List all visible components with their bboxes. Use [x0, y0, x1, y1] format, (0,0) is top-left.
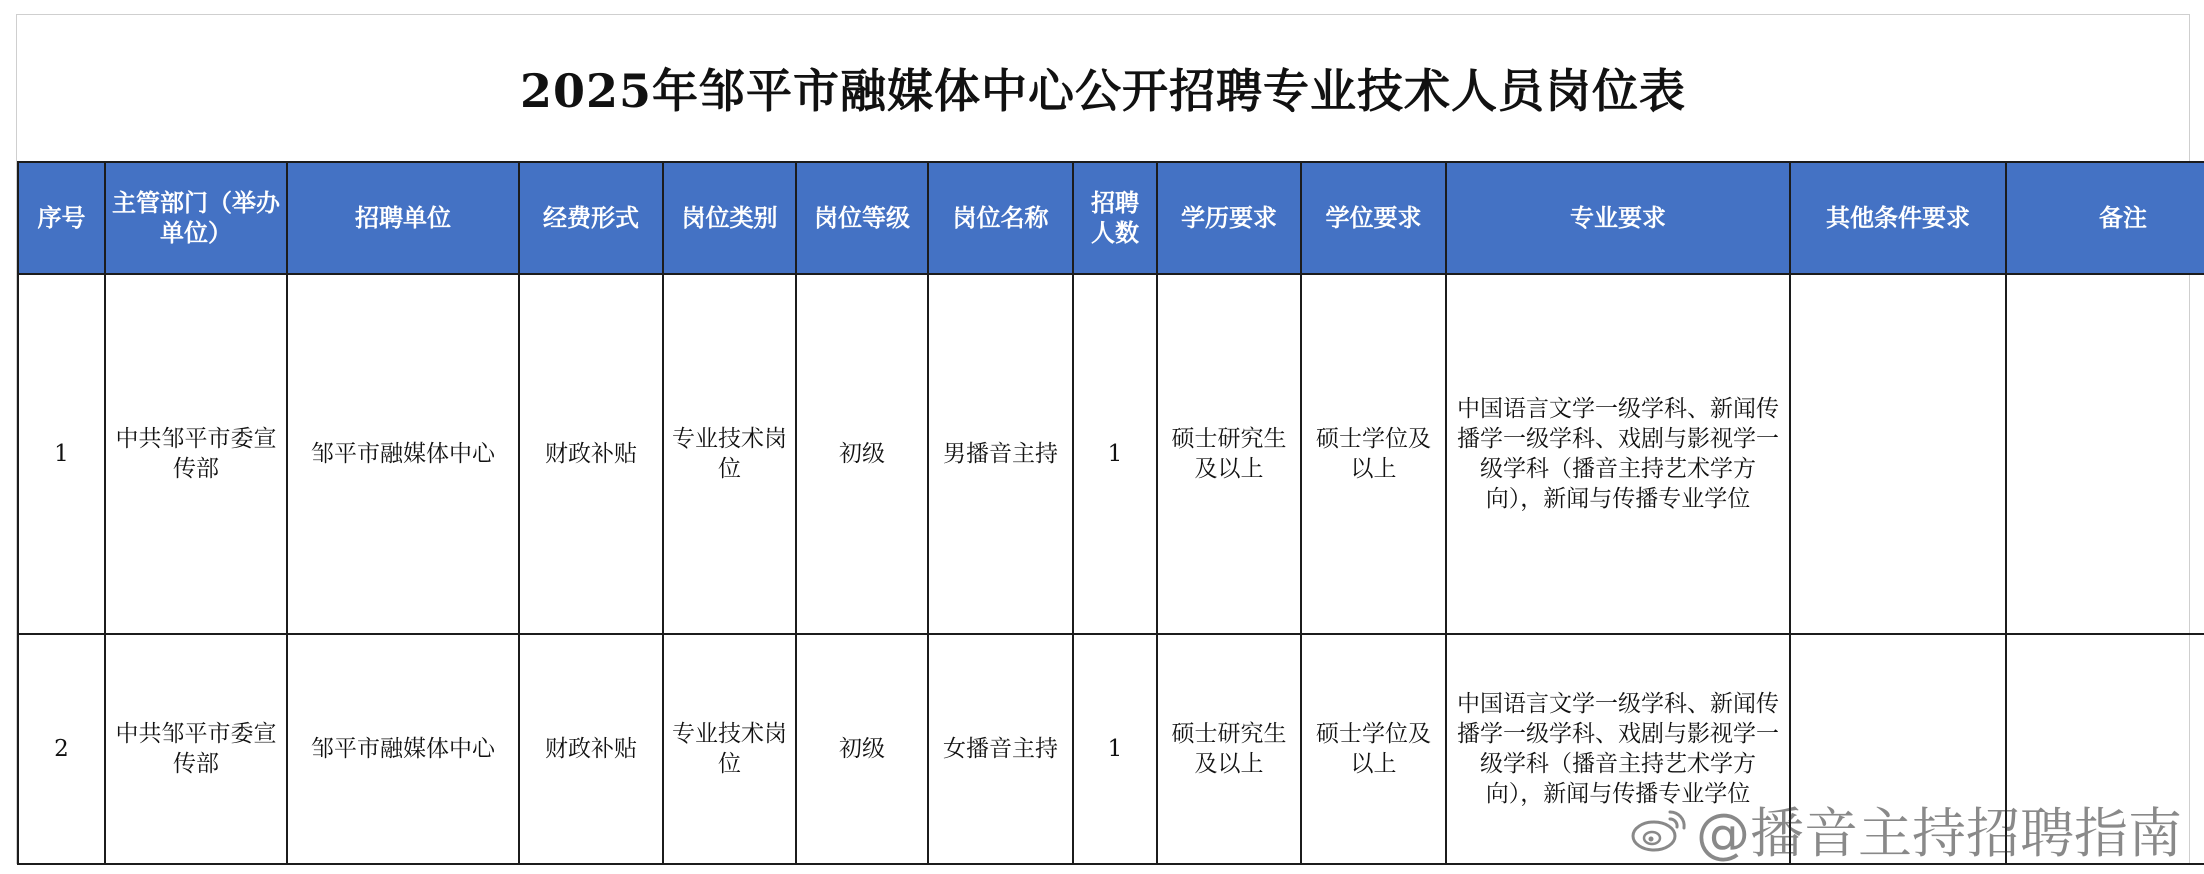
table-row	[18, 634, 2204, 864]
table-header-row	[18, 162, 2204, 274]
table-row	[18, 274, 2204, 634]
cell-position: 女播音主持	[928, 634, 1073, 864]
cell-funding: 财政补贴	[519, 634, 663, 864]
cell-education: 硕士研究生及以上	[1157, 274, 1301, 634]
cell-count: 1	[1073, 274, 1157, 634]
header-major: 专业要求	[1446, 162, 1790, 274]
cell-level: 初级	[796, 274, 928, 634]
cell-degree: 硕士学位及以上	[1301, 634, 1446, 864]
cell-category: 专业技术岗位	[663, 634, 796, 864]
cell-degree: 硕士学位及以上	[1301, 274, 1446, 634]
cell-funding: 财政补贴	[519, 274, 663, 634]
cell-position: 男播音主持	[928, 274, 1073, 634]
header-education: 学历要求	[1157, 162, 1301, 274]
header-category: 岗位类别	[663, 162, 796, 274]
cell-other	[1790, 274, 2006, 634]
cell-major: 中国语言文学一级学科、新闻传播学一级学科、戏剧与影视学一级学科（播音主持艺术学方向），新闻与传播专业学位	[1446, 634, 1790, 864]
header-index: 序号	[18, 162, 105, 274]
header-level: 岗位等级	[796, 162, 928, 274]
cell-index: 1	[18, 274, 105, 634]
cell-department: 中共邹平市委宣传部	[105, 634, 287, 864]
cell-remark	[2006, 274, 2204, 634]
cell-unit: 邹平市融媒体中心	[287, 274, 519, 634]
cell-other	[1790, 634, 2006, 864]
header-degree: 学位要求	[1301, 162, 1446, 274]
header-unit: 招聘单位	[287, 162, 519, 274]
page-title: 2025年邹平市融媒体中心公开招聘专业技术人员岗位表	[519, 64, 1687, 118]
positions-table	[17, 161, 2204, 865]
recruitment-sheet	[16, 14, 2190, 864]
header-remark: 备注	[2006, 162, 2204, 274]
cell-education: 硕士研究生及以上	[1157, 634, 1301, 864]
cell-remark	[2006, 634, 2204, 864]
cell-category: 专业技术岗位	[663, 274, 796, 634]
cell-level: 初级	[796, 634, 928, 864]
watermark-text: @播音主持招聘指南	[1696, 802, 2182, 865]
cell-unit: 邹平市融媒体中心	[287, 634, 519, 864]
cell-major: 中国语言文学一级学科、新闻传播学一级学科、戏剧与影视学一级学科（播音主持艺术学方向），新闻与传播专业学位	[1446, 274, 1790, 634]
header-position: 岗位名称	[928, 162, 1073, 274]
header-funding: 经费形式	[519, 162, 663, 274]
cell-index: 2	[18, 634, 105, 864]
header-other: 其他条件要求	[1790, 162, 2006, 274]
header-count: 招聘人数	[1073, 162, 1157, 274]
header-department: 主管部门（举办单位）	[105, 162, 287, 274]
cell-department: 中共邹平市委宣传部	[105, 274, 287, 634]
cell-count: 1	[1073, 634, 1157, 864]
